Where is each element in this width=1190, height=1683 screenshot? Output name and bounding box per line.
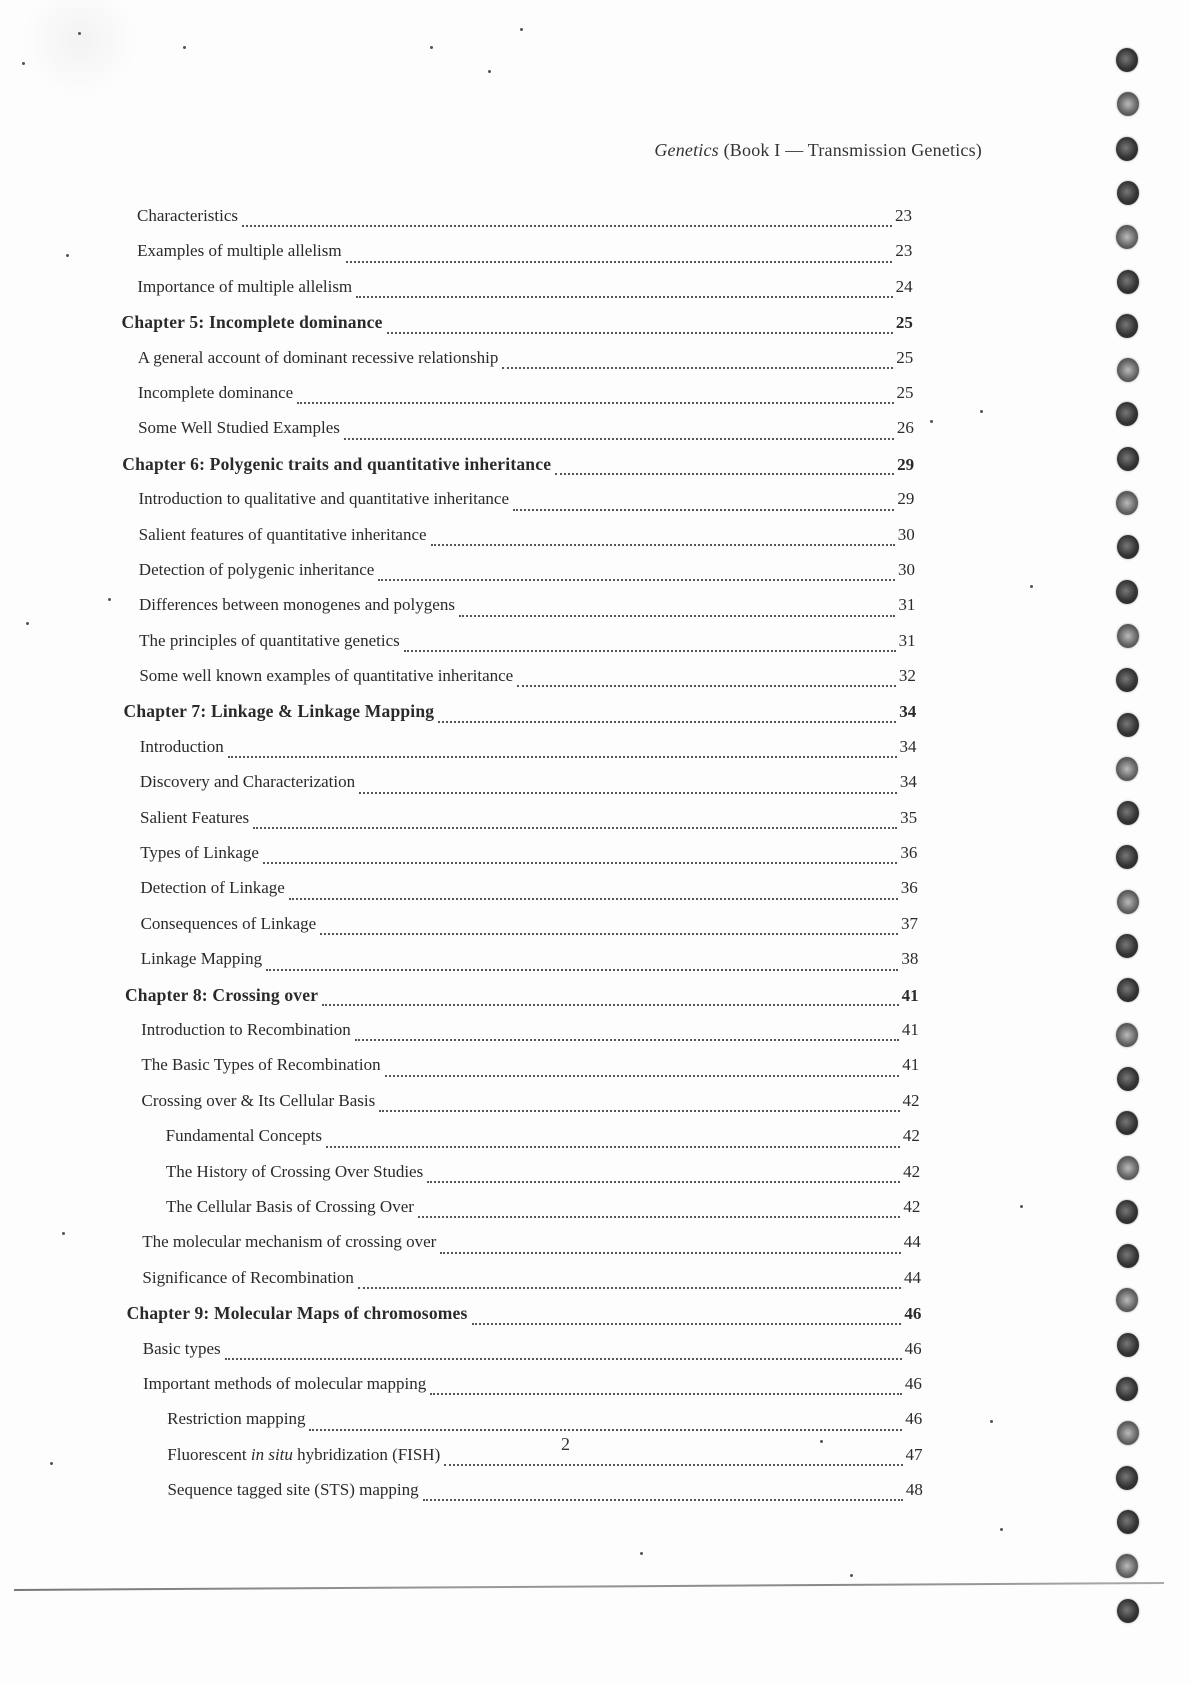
table-of-contents [0,206,1190,1515]
toc-section-entry [0,1055,1190,1090]
scan-speck [183,46,186,49]
toc-entry-label-text: Consequences of Linkage [140,913,317,933]
toc-entry-label-rest: hybridization (FISH) [292,1444,441,1464]
dot-leader [513,509,894,511]
binding-hole-icon [1116,1554,1138,1578]
toc-entry-label-text: Linkage Mapping [140,949,263,969]
binding-hole-icon [1117,1244,1139,1268]
binding-hole-icon [1116,757,1138,781]
toc-entry-label-text: Basic types [142,1338,221,1358]
toc-page-number: 34 [899,736,917,756]
scan-speck [78,32,81,35]
toc-page-number: 38 [901,949,919,969]
toc-entry-label [141,914,319,934]
toc-entry-label [166,1197,416,1217]
toc-entry-label [167,1480,420,1500]
binding-hole-icon [1116,491,1138,515]
toc-entry-label-text: Chapter 9: Molecular Maps of chromosomes [126,1303,468,1324]
toc-entry-label [124,701,437,722]
scan-speck [22,62,25,65]
toc-entry-label-text: The History of Crossing Over Studies [165,1161,424,1181]
toc-chapter-entry [0,312,1190,347]
toc-page-number: 37 [901,913,918,933]
binding-hole-icon [1116,402,1138,426]
toc-section-entry [0,418,1190,453]
binding-hole-icon [1117,535,1139,559]
dot-leader [359,792,897,794]
toc-entry-label [140,878,286,898]
scan-speck [26,622,29,625]
scan-speck [1030,585,1033,588]
toc-page-number: 31 [898,595,916,615]
toc-section-entry [0,206,1190,241]
dot-leader [225,1358,902,1360]
toc-entry-label [141,1020,353,1040]
toc-entry-label-text: Chapter 5: Incomplete dominance [121,312,383,333]
toc-page-number: 48 [905,1480,923,1500]
toc-page-number: 46 [904,1338,922,1358]
running-header-subtitle: (Book I — Transmission Genetics) [723,140,982,160]
toc-page-number: 47 [905,1444,923,1464]
toc-page-number: 44 [904,1267,921,1287]
toc-page-number: 36 [900,878,918,898]
toc-entry-label [137,277,354,297]
toc-section-entry [0,1339,1190,1374]
toc-page-number: 42 [902,1126,920,1146]
toc-entry-label [140,843,261,863]
scan-speck [66,254,69,257]
toc-section-entry [0,631,1190,666]
dot-leader [322,1004,898,1006]
toc-entry-label [137,206,240,226]
toc-entry-label-text: Important methods of molecular mapping [142,1373,427,1393]
toc-entry-label [139,666,515,686]
binding-hole-icon [1117,181,1139,205]
toc-section-entry [0,348,1190,383]
toc-entry-label-italic: in situ [250,1444,293,1464]
running-header [654,140,982,161]
toc-entry-label-text: Chapter 6: Polygenic traits and quantitative inheritance [122,453,552,474]
scan-speck [62,1232,65,1235]
dot-leader [427,1181,900,1183]
toc-entry-label [142,1268,356,1288]
toc-section-entry [0,737,1190,772]
footer-page-number: 2 [561,1434,570,1454]
toc-entry-label [142,1232,438,1252]
binding-hole-icon [1117,978,1139,1002]
toc-section-entry [0,241,1190,276]
toc-page-number: 42 [903,1196,921,1216]
toc-page-number: 41 [902,1055,920,1075]
toc-entry-label-text: Detection of polygenic inheritance [138,559,375,579]
toc-subsection-entry [0,1197,1190,1232]
scan-speck [50,1462,53,1465]
toc-entry-label-text: Types of Linkage [140,843,259,863]
toc-entry-label-text: Fluorescent [167,1444,251,1464]
toc-entry-label [139,525,429,545]
toc-entry-label [137,241,343,261]
toc-entry-label-text: Salient features of quantitative inheritance [138,524,427,544]
scan-speck [1000,1528,1003,1531]
dot-leader [356,296,892,298]
toc-entry-label [127,1303,470,1324]
toc-page-number: 31 [898,630,916,650]
scan-speck [520,28,523,31]
toc-section-entry [0,383,1190,418]
toc-chapter-entry [0,454,1190,489]
toc-page-number: 29 [897,454,915,474]
toc-page-number: 42 [902,1090,920,1110]
dot-leader [459,615,895,617]
binding-hole-icon [1117,1067,1139,1091]
binding-hole-icon [1117,270,1139,294]
toc-entry-label-text: Examples of multiple allelism [137,241,342,261]
toc-page-number: 23 [895,241,913,261]
scan-speck [488,70,491,73]
toc-entry-label [167,1409,307,1429]
dot-leader [320,933,898,935]
toc-section-entry [0,489,1190,524]
toc-entry-label [141,1055,382,1075]
toc-page-number: 30 [898,559,915,579]
binding-holes [1110,48,1150,1648]
toc-entry-label-text: Introduction to qualitative and quantitative inheritance [138,489,510,509]
dot-leader [263,862,897,864]
toc-section-entry [0,843,1190,878]
toc-section-entry [0,949,1190,984]
toc-subsection-entry [0,1445,1190,1480]
toc-entry-label-text: Detection of Linkage [140,878,285,898]
scan-edge-line [14,1582,1164,1591]
dot-leader [344,438,894,440]
toc-entry-label-text: A general account of dominant recessive relationship [137,347,499,367]
binding-hole-icon [1116,1111,1138,1135]
toc-section-entry [0,277,1190,312]
binding-hole-icon [1117,1333,1139,1357]
binding-hole-icon [1116,668,1138,692]
binding-hole-icon [1116,1288,1138,1312]
toc-section-entry [0,560,1190,595]
toc-section-entry [0,1020,1190,1055]
toc-page-number: 25 [895,313,913,333]
toc-entry-label [140,737,226,757]
dot-leader [502,367,893,369]
scan-speck [640,1552,643,1555]
toc-page-number: 34 [899,702,917,722]
binding-hole-icon [1117,890,1139,914]
binding-hole-icon [1117,447,1139,471]
toc-entry-label [139,560,377,580]
toc-entry-label [140,772,357,792]
toc-entry-label [122,454,553,475]
toc-entry-label [138,418,342,438]
toc-entry-label-text: Importance of multiple allelism [137,276,353,296]
toc-entry-label-text: Some well known examples of quantitative inheritance [139,666,514,686]
dot-leader [444,1464,902,1466]
toc-entry-label-text: Some Well Studied Examples [138,418,340,438]
toc-page-number: 35 [900,807,918,827]
dot-leader [266,969,898,971]
dot-leader [253,827,897,829]
dot-leader [289,898,898,900]
toc-section-entry [0,1268,1190,1303]
toc-page-number: 25 [896,382,914,402]
toc-entry-label [166,1126,324,1146]
toc-chapter-entry [0,1303,1190,1338]
dot-leader [346,261,893,263]
dot-leader [387,332,893,334]
dot-leader [297,402,893,404]
binding-hole-icon [1116,314,1138,338]
binding-hole-icon [1116,1466,1138,1490]
binding-hole-icon [1117,92,1139,116]
toc-page-number: 44 [903,1232,921,1252]
toc-entry-label-text: Sequence tagged site (STS) mapping [167,1480,419,1500]
toc-entry-label-text: Differences between monogenes and polygens [138,595,455,615]
binding-hole-icon [1117,801,1139,825]
toc-section-entry [0,1232,1190,1267]
dot-leader [472,1323,902,1325]
binding-hole-icon [1117,1421,1139,1445]
scan-speck [980,410,983,413]
dot-leader [385,1075,900,1077]
binding-hole-icon [1117,358,1139,382]
scan-speck [820,1440,823,1443]
toc-entry-label-text: Introduction to Recombination [141,1019,351,1039]
toc-page-number: 46 [904,1304,922,1324]
toc-page-number: 36 [900,843,918,863]
toc-entry-label-text: Fundamental Concepts [165,1126,322,1146]
toc-entry-label-text: Characteristics [137,206,239,225]
scan-speck [990,1420,993,1423]
dot-leader [517,685,896,687]
binding-hole-icon [1116,1377,1138,1401]
toc-subsection-entry [0,1126,1190,1161]
toc-entry-label [142,1091,378,1111]
dot-leader [440,1252,900,1254]
toc-chapter-entry [0,985,1190,1020]
toc-page-number: 29 [897,489,915,509]
toc-entry-label-text: The Basic Types of Recombination [141,1055,381,1075]
dot-leader [355,1039,899,1041]
toc-entry-label-text: Significance of Recombination [142,1267,354,1287]
dot-leader [309,1429,902,1431]
dot-leader [404,650,896,652]
binding-hole-icon [1116,225,1138,249]
dot-leader [378,579,895,581]
toc-section-entry [0,595,1190,630]
toc-section-entry [0,1091,1190,1126]
toc-entry-label-text: Crossing over & Its Cellular Basis [141,1090,376,1110]
dot-leader [423,1499,903,1501]
binding-hole-icon [1116,1200,1138,1224]
dot-leader [555,473,894,475]
binding-hole-icon [1116,48,1138,72]
toc-entry-label-text: The Cellular Basis of Crossing Over [166,1196,414,1216]
dot-leader [228,756,897,758]
scan-speck [930,420,933,423]
toc-page-number: 23 [895,206,912,225]
toc-entry-label-text: Incomplete dominance [137,382,294,402]
dot-leader [438,721,896,723]
running-header-title: Genetics [654,140,719,160]
toc-entry-label [122,312,385,333]
binding-hole-icon [1117,713,1139,737]
dot-leader [379,1110,899,1112]
toc-entry-label-text: Restriction mapping [167,1409,306,1429]
toc-page-number: 24 [895,276,913,296]
dot-leader [242,225,892,227]
toc-page-number: 34 [899,772,917,792]
toc-page-number: 30 [897,524,915,544]
toc-entry-label-text: The principles of quantitative genetics [139,630,400,650]
dot-leader [430,1393,902,1395]
scan-speck [850,1574,853,1577]
dot-leader [418,1216,900,1218]
toc-entry-label-text: Chapter 7: Linkage & Linkage Mapping [123,701,435,722]
toc-entry-label-text: Salient Features [140,807,250,827]
binding-hole-icon [1117,1510,1139,1534]
toc-section-entry [0,808,1190,843]
toc-entry-label [139,595,457,615]
toc-entry-label [143,1374,428,1394]
toc-section-entry [0,666,1190,701]
binding-hole-icon [1117,624,1139,648]
toc-entry-label [141,949,264,969]
toc-section-entry [0,772,1190,807]
scan-speck [108,598,111,601]
toc-page-number: 46 [904,1373,922,1393]
toc-entry-label [143,1339,223,1359]
scan-speck [1020,1205,1023,1208]
binding-hole-icon [1116,934,1138,958]
toc-page-number: 46 [905,1409,923,1429]
toc-entry-label [138,489,511,509]
toc-page-number: 32 [898,666,916,686]
binding-hole-icon [1117,1156,1139,1180]
dot-leader [326,1146,900,1148]
toc-subsection-entry [0,1162,1190,1197]
toc-subsection-entry [0,1480,1190,1515]
toc-entry-label-text: The molecular mechanism of crossing over [142,1232,437,1252]
toc-entry-label [138,348,501,368]
toc-page-number: 42 [903,1161,921,1181]
dot-leader [431,544,895,546]
binding-hole-icon [1116,580,1138,604]
toc-section-entry [0,878,1190,913]
toc-entry-label-text: Chapter 8: Crossing over [124,984,319,1005]
toc-page-number: 25 [896,347,914,367]
toc-entry-label [125,985,320,1006]
toc-entry-label-text: Introduction [139,736,224,756]
toc-page-number: 41 [901,1019,919,1039]
scan-speck [430,46,433,49]
binding-hole-icon [1116,845,1138,869]
binding-hole-icon [1116,137,1138,161]
dot-leader [358,1287,901,1289]
toc-entry-label-text: Discovery and Characterization [139,772,356,792]
binding-hole-icon [1117,1599,1139,1623]
toc-subsection-entry [0,1409,1190,1444]
toc-entry-label [140,808,251,828]
binding-hole-icon [1116,1023,1138,1047]
toc-section-entry [0,1374,1190,1409]
toc-section-entry [0,525,1190,560]
toc-chapter-entry [0,701,1190,736]
toc-section-entry [0,914,1190,949]
toc-page-number: 26 [896,418,914,438]
toc-entry-label [166,1162,425,1182]
toc-entry-label [167,1445,442,1465]
toc-page-number: 41 [901,985,919,1005]
toc-entry-label [138,383,295,403]
toc-entry-label [139,631,402,651]
